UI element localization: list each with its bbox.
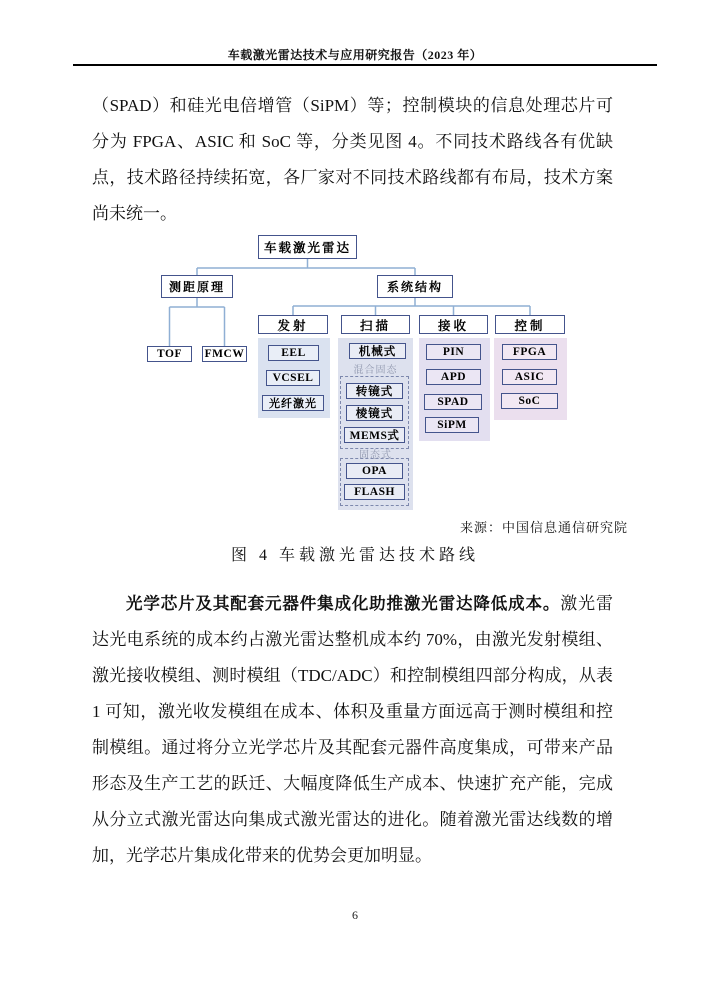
diagram-node-root: 车载激光雷达 [258, 235, 357, 259]
diagram-node-mechanical: 机械式 [349, 343, 406, 359]
diagram-node-system-structure: 系统结构 [377, 275, 453, 298]
body-line: 点，技术路径持续拓宽，各厂家对不同技术路线都有布局，技术方案 [92, 168, 613, 187]
diagram-header-transmit: 发射 [258, 315, 328, 334]
diagram-node-fiber-laser: 光纤激光 [262, 395, 324, 411]
diagram-header-scan: 扫描 [341, 315, 410, 334]
body-line: 尚未统一。 [92, 204, 177, 223]
diagram-header-receive: 接收 [419, 315, 488, 334]
diagram-group-label-solid-state: 固态式 [359, 450, 392, 461]
body-line: 分为 FPGA、ASIC 和 SoC 等，分类见图 4。不同技术路线各有优缺 [92, 132, 613, 151]
diagram-node-tof: TOF [147, 346, 192, 362]
diagram-node-opa: OPA [346, 463, 403, 479]
paragraph-2 [92, 586, 613, 874]
body-line: 形态及生产工艺的跃迁、大幅度降低生产成本、快速扩充产能，完成 [92, 774, 613, 793]
diagram-node-apd: APD [426, 369, 481, 385]
body-line: 制模组。通过将分立光学芯片及其配套元器件高度集成，可带来产品 [92, 738, 613, 757]
diagram-node-fpga: FPGA [502, 344, 557, 360]
diagram-group-label-hybrid-solid: 混合固态 [353, 365, 398, 376]
diagram-node-flash: FLASH [344, 484, 405, 500]
diagram-node-spad: SPAD [424, 394, 482, 410]
diagram-node-pin: PIN [426, 344, 481, 360]
body-line: 激光接收模组、测时模组（TDC/ADC）和控制模组四部分构成，从表 [92, 666, 613, 685]
diagram-node-mems: MEMS式 [344, 427, 405, 443]
diagram-node-rotating-mirror: 转镜式 [346, 383, 403, 399]
diagram-node-sipm: SiPM [425, 417, 479, 433]
diagram-header-control: 控制 [495, 315, 565, 334]
paragraph-lead-rest: 激光雷 [560, 594, 613, 613]
diagram-node-prism: 棱镜式 [346, 405, 403, 421]
diagram-node-fmcw: FMCW [202, 346, 247, 362]
figure-source-note: 来源：中国信息通信研究院 [459, 520, 628, 535]
body-line: 1 可知，激光收发模组在成本、体积及重量方面远高于测时模组和控 [92, 702, 613, 721]
page-number: 6 [352, 908, 358, 922]
diagram-node-eel: EEL [268, 345, 319, 361]
paragraph-lead-bold: 光学芯片及其配套元器件集成化助推激光雷达降低成本。 [126, 595, 561, 613]
body-line: （SPAD）和硅光电倍增管（SiPM）等；控制模块的信息处理芯片可 [92, 96, 613, 115]
diagram-node-soc: SoC [501, 393, 558, 409]
body-line [92, 586, 613, 622]
figure-caption: 图 4 车载激光雷达技术路线 [230, 547, 479, 564]
diagram-node-vcsel: VCSEL [266, 370, 320, 386]
body-line: 达光电系统的成本约占激光雷达整机成本约 70%，由激光发射模组、 [92, 630, 613, 649]
body-line: 加，光学芯片集成化带来的优势会更加明显。 [92, 846, 432, 865]
page-header-title: 车载激光雷达技术与应用研究报告（2023 年） [227, 48, 483, 62]
diagram-node-ranging-principle: 测距原理 [161, 275, 233, 298]
diagram-node-asic: ASIC [502, 369, 557, 385]
body-line: 从分立式激光雷达向集成式激光雷达的进化。随着激光雷达线数的增 [92, 810, 613, 829]
